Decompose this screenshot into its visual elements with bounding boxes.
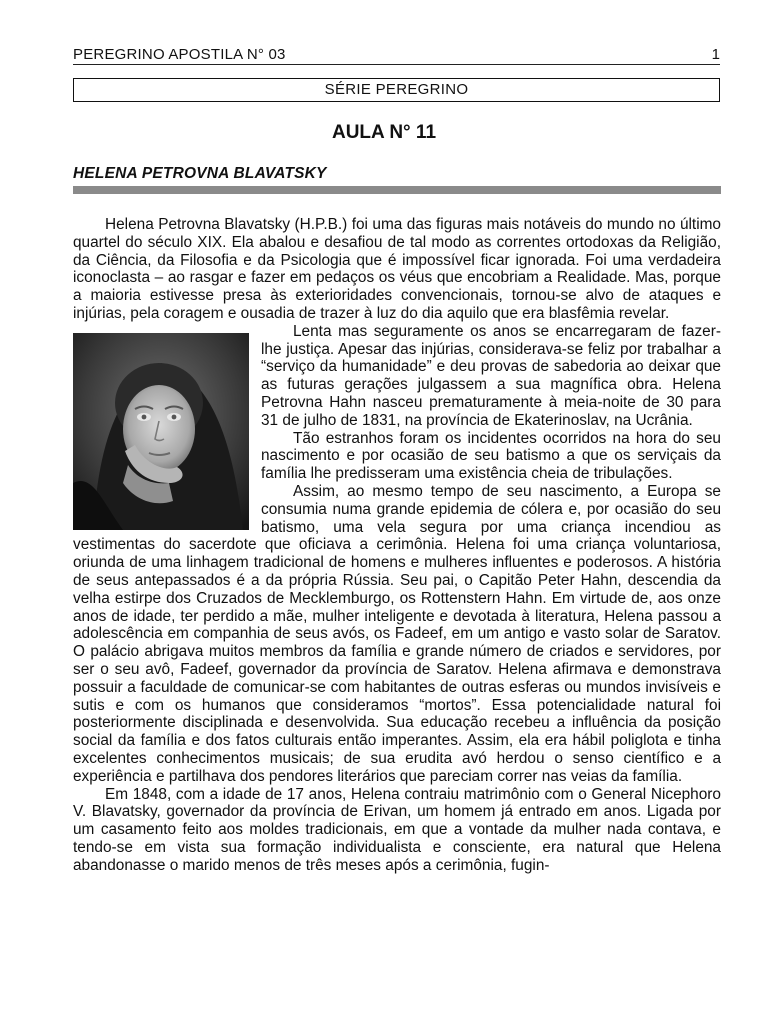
page-header: [73, 46, 720, 65]
section-divider: [73, 186, 721, 194]
page-number: 1: [711, 46, 720, 63]
paragraph-justice: Lenta mas seguramente os anos se encarregaram de fazer-lhe justiça. Apesar das injúrias, considerava-se feliz por trabalhar a “serviço da humanidade” e deu provas de sabedoria ao deixar que as futuras gerações julgassem a sua magnífica obra. Helena Petrovna Hahn nasceu prematuramente à meia-noite de 30 para 31 de julho de 1831, na província de Ekaterinoslav, na Ucrânia.: [261, 322, 721, 429]
paragraph-marriage: Em 1848, com a idade de 17 anos, Helena contraiu matrimônio com o General Nicephoro V. Blavatsky, governador da província de Erivan, um homem já entrado em anos. Ligada por um casamento feito aos moldes tradicionais, em que a vontade da mulher nada contava, e tendo-se em vista sua formação individualista e consciente, era natural que Helena abandonasse o marido menos de três meses após a cerimônia, fugin-: [73, 785, 721, 874]
article-body: [73, 216, 721, 874]
series-title: SÉRIE PEREGRINO: [73, 78, 720, 102]
paragraph-intro: Helena Petrovna Blavatsky (H.P.B.) foi uma das figuras mais notáveis do mundo no último quartel do século XIX. Ela abalou e desafiou de tal modo as correntes ortodoxas da Religião, da Ciência, da Filosofia e da Psicologia que é impossível ficar ignorada. Foi uma verdadeira iconoclasta – ao rasgar e fazer em pedaços os véus que encobriam a Realidade. Mas, porque a maioria estivesse presa às exterioridades convencionais, tornou-se alvo de ataques e injúrias, pela coragem e ousadia de trazer à luz do dia aquilo que era blasfêmia revelar.: [73, 216, 721, 322]
paragraph-childhood: Assim, ao mesmo tempo de seu nascimento, a Europa se consumia numa grande epidemia de cólera e, por ocasião do seu batismo, uma vela segura por uma criança incendiou as vestimentas do sacerdote que oficiava a cerimônia. Helena foi uma criança voluntariosa, oriunda de uma linhagem tradicional de homens e mulheres influentes e poderosos. A história de seus antepassados é a da própria Rússia. Seu pai, o Capitão Peter Hahn, descendia da velha estirpe dos Cruzados de Mecklemburgo, os Rottenstern Hahn. Em virtude de, aos onze anos de idade, ter perdido a mãe, mulher inteligente e devotada à literatura, Helena passou a adolescência em companhia de seus avós, os Fadeef, em um antigo e vasto solar de Saratov. O palácio abrigava muitos membros da família e grande número de criados e servidores, por ser o seu avô, Fadeef, governador da província de Saratov. Helena afirmava e demonstrava possuir a faculdade de comunicar-se com habitantes de outras esferas ou mundos invisíveis e sutis e com os humanos que consideramos “mortos”. Essa potencialidade natural foi posteriormente disciplinada e desenvolvida. Sua educação recebeu a influência da posição social da família e dos fatos culturais então imperantes. Assim, ela era hábil poliglota e tinha excelentes conhecimentos musicais; de sua erudita avó herdou o senso científico e a experiência e partilhava dos pendores literários que pareciam correr nas veias da família.: [73, 482, 721, 785]
lesson-title: AULA N° 11: [331, 122, 437, 143]
subject-title: HELENA PETROVNA BLAVATSKY: [73, 165, 327, 182]
portrait-photo: [73, 333, 249, 530]
header-title: PEREGRINO APOSTILA N° 03: [73, 46, 286, 63]
paragraph-incidents: Tão estranhos foram os incidentes ocorridos na hora do seu nascimento e por ocasião de seu batismo a que os serviçais da família lhe predisseram uma existência cheia de tribulações.: [261, 429, 721, 483]
